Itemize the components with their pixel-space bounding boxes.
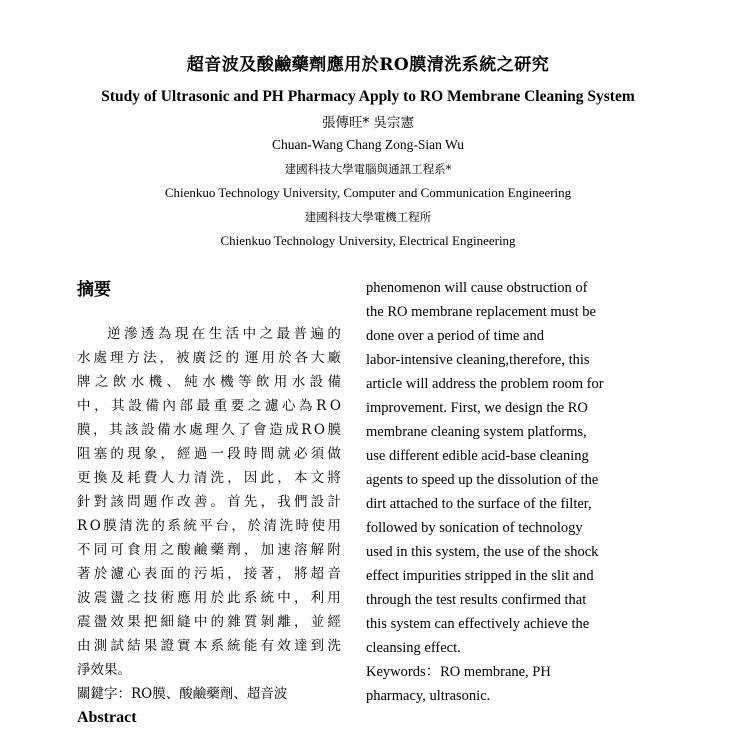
affiliation-2-chinese: 建國科技大學電機工程所 bbox=[304, 210, 432, 224]
abstract-zh-line: 波 震 盪 之 技 術 應 用 於 此 系 統 中 ， 利 用 bbox=[77, 590, 341, 606]
abstract-zh-line: 中 ， 其 設 備 內 部 最 重 要 之 濾 心 為 R O bbox=[77, 398, 341, 414]
abstract-en-line: used in this system, the use of the shock bbox=[366, 544, 599, 560]
abstract-en-line: membrane cleaning system platforms, bbox=[366, 424, 587, 440]
abstract-zh-line: 著 於 濾 心 表 面 的 污 垢 ， 接 著 ， 將 超 音 bbox=[77, 566, 341, 582]
affiliation-1-english: Chienkuo Technology University, Computer and Communication Engineering bbox=[164, 185, 572, 200]
abstract-zh-line: 震 盪 效 果 把 細 縫 中 的 雜 質 剝 離 ， 並 經 bbox=[77, 614, 341, 630]
paper-title-english: Study of Ultrasonic and PH Pharmacy Apply to RO Membrane Cleaning System bbox=[101, 88, 635, 105]
abstract-en-line: this system can effectively achieve the bbox=[366, 616, 590, 632]
authors-chinese: 張傳旺* 吳宗憲 bbox=[321, 115, 415, 131]
abstract-body-english bbox=[366, 276, 638, 660]
abstract-zh-line: 膜 ， 其 該 設 備 水 處 理 久 了 會 造 成 R O 膜 bbox=[77, 422, 341, 438]
left-column bbox=[77, 276, 341, 730]
abstract-en-line: article will address the problem room for bbox=[366, 376, 604, 392]
abstract-heading-chinese: 摘要 bbox=[77, 280, 111, 300]
abstract-en-line: followed by sonication of technology bbox=[366, 520, 583, 536]
abstract-zh-line: 牌 之 飲 水 機 、 純 水 機 等 飲 用 水 設 備 bbox=[77, 374, 341, 390]
keywords-english-line-2: pharmacy, ultrasonic. bbox=[366, 688, 491, 704]
abstract-zh-line: 淨效果。 bbox=[77, 662, 131, 678]
abstract-en-line: agents to speed up the dissolution of the bbox=[366, 472, 599, 488]
abstract-en-line: done over a period of time and bbox=[366, 328, 544, 344]
abstract-en-line: dirt attached to the surface of the filter, bbox=[366, 496, 592, 512]
paper-title-chinese: 超音波及酸鹼藥劑應用於RO膜清洗系統之研究 bbox=[186, 55, 550, 75]
abstract-en-line: cleansing effect. bbox=[366, 640, 461, 656]
abstract-zh-line: 水 處 理 方 法 ， 被 廣 泛 的 運 用 於 各 大 廠 bbox=[77, 350, 341, 366]
right-column bbox=[366, 276, 638, 708]
abstract-zh-line: 阻 塞 的 現 象 ， 經 過 一 段 時 間 就 必 須 做 bbox=[77, 446, 341, 462]
abstract-en-line: phenomenon will cause obstruction of bbox=[366, 280, 588, 296]
abstract-zh-line: 更 換 及 耗 費 人 力 清 洗 ， 因 此 ， 本 文 將 bbox=[77, 470, 341, 486]
affiliation-1-chinese: 建國科技大學電腦與通訊工程系* bbox=[284, 162, 452, 176]
keywords-english-line-1: Keywords：RO membrane, PH bbox=[366, 664, 551, 680]
abstract-en-line: improvement. First, we design the RO bbox=[366, 400, 588, 416]
affiliation-2-english: Chienkuo Technology University, Electrical Engineering bbox=[220, 233, 516, 248]
abstract-zh-line: R O 膜 清 洗 的 系 統 平 台 ， 於 清 洗 時 使 用 bbox=[77, 518, 341, 534]
abstract-zh-line: 針 對 該 問 題 作 改 善 。 首 先 ， 我 們 設 計 bbox=[77, 494, 341, 510]
abstract-zh-line: 由 測 試 結 果 證 實 本 系 統 能 有 效 達 到 洗 bbox=[77, 638, 341, 654]
abstract-zh-line: 逆 滲 透 為 現 在 生 活 中 之 最 普 遍 的 bbox=[107, 326, 341, 342]
abstract-zh-line: 不 同 可 食 用 之 酸 鹼 藥 劑 ， 加 速 溶 解 附 bbox=[77, 542, 341, 558]
abstract-en-line: use different edible acid-base cleaning bbox=[366, 448, 589, 464]
abstract-en-line: labor-intensive cleaning,therefore, this bbox=[366, 352, 590, 368]
abstract-en-line: through the test results confirmed that bbox=[366, 592, 587, 608]
abstract-body-chinese bbox=[77, 322, 341, 682]
keywords-chinese: 關鍵字：RO膜、酸鹼藥劑、超音波 bbox=[77, 686, 288, 702]
authors-english: Chuan-Wang Chang Zong-Sian Wu bbox=[272, 137, 464, 152]
abstract-heading-english: Abstract bbox=[77, 709, 137, 726]
abstract-en-line: the RO membrane replacement must be bbox=[366, 304, 596, 320]
abstract-en-line: effect impurities stripped in the slit and bbox=[366, 568, 594, 584]
